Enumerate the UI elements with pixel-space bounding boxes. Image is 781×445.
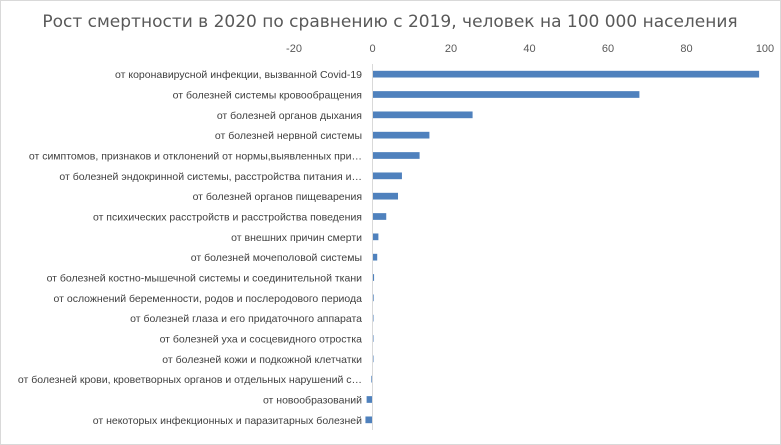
x-tick-label: 40 (523, 43, 536, 55)
category-label: от болезней органов пищеварения (192, 191, 362, 204)
category-label: от новообразований (262, 394, 362, 407)
bar (367, 396, 373, 403)
category-label: от болезней крови, кроветворных органов и отдельных нарушений с… (17, 374, 362, 387)
category-label: от осложнений беременности, родов и послеродового периода (53, 292, 362, 305)
bar (373, 71, 760, 78)
bar (373, 132, 430, 139)
bar (373, 172, 402, 179)
bar (365, 416, 372, 423)
category-label: от болезней глаза и его придаточного аппарата (130, 313, 362, 326)
category-label: от психических расстройств и расстройства поведения (92, 211, 362, 224)
x-tick-label: 0 (369, 43, 376, 55)
chart-title: Рост смертности в 2020 по сравнению с 2019, человек на 100 000 населения (42, 12, 738, 32)
x-tick-label: 60 (601, 43, 615, 55)
bar (373, 91, 640, 98)
bar (373, 233, 379, 240)
bar (373, 213, 387, 220)
x-tick-label: -20 (286, 43, 302, 55)
category-label: от болезней органов дыхания (216, 109, 362, 122)
category-label: от болезней уха и сосцевидного отростка (159, 333, 362, 346)
bar (373, 152, 420, 159)
category-label: от болезней костно-мышечной системы и соединительной ткани (46, 272, 362, 285)
category-label: от некоторых инфекционных и паразитарных болезней (92, 414, 362, 427)
category-label: от болезней мочеполовой системы (190, 252, 362, 265)
category-label: от болезней кожи и подкожной клетчатки (162, 353, 362, 366)
x-tick-label: 20 (444, 43, 458, 55)
category-label: от болезней нервной системы (214, 130, 362, 143)
bar (373, 254, 378, 261)
x-tick-label: 100 (755, 43, 775, 55)
bar (373, 111, 473, 118)
category-label: от симптомов, признаков и отклонений от нормы,выявленных при… (28, 150, 362, 163)
bar (373, 193, 399, 200)
category-label: от болезней эндокринной системы, расстройства питания и… (59, 170, 362, 183)
category-label: от болезней системы кровообращения (172, 89, 362, 102)
x-tick-label: 80 (680, 43, 693, 55)
category-label: от коронавирусной инфекции, вызванной Covid-19 (115, 69, 362, 82)
category-label: от внешних причин смерти (231, 231, 362, 244)
